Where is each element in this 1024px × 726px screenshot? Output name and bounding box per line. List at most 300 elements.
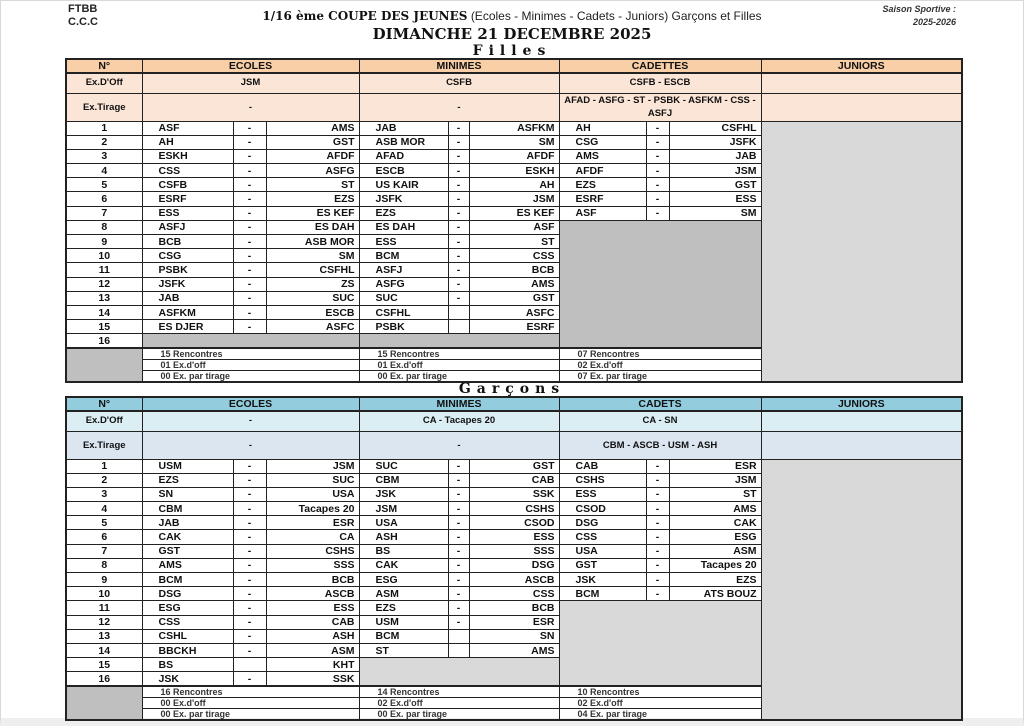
minimes-away-team: CSHS: [469, 502, 559, 516]
minimes-away-team: ASFC: [469, 305, 559, 319]
minimes-away-team: DSG: [469, 558, 559, 572]
minimes-home-team: US KAIR: [359, 178, 448, 192]
cadets-versus: -: [646, 459, 669, 473]
juniors-empty-block: [761, 121, 962, 382]
ecoles-summary: 01 Ex.d'off: [142, 360, 359, 371]
match-number: 15: [66, 658, 142, 672]
match-number: 16: [66, 672, 142, 686]
org-name: FTBB: [68, 3, 98, 15]
cadets-home-team: CSG: [559, 135, 646, 149]
ecoles-home-team: DSG: [142, 587, 233, 601]
minimes-home-team: JAB: [359, 121, 448, 135]
ecoles-versus: -: [233, 502, 266, 516]
event-date: DIMANCHE 21 DECEMBRE 2025: [372, 25, 652, 43]
match-number: 4: [66, 502, 142, 516]
ex-tirage-cadets: AFAD - ASFG - ST - PSBK - ASFKM - CSS - ASFJ: [559, 93, 761, 121]
ex-off-ecoles: -: [142, 411, 359, 431]
match-number: 2: [66, 473, 142, 487]
column-header-ecoles: ECOLES: [142, 397, 359, 411]
match-number: 9: [66, 235, 142, 249]
ecoles-home-team: BBCKH: [142, 643, 233, 657]
minimes-away-team: CAB: [469, 473, 559, 487]
ecoles-versus: -: [233, 277, 266, 291]
column-header-num: N°: [66, 59, 142, 73]
cadets-away-team: AMS: [669, 502, 761, 516]
juniors-empty-block: [761, 459, 962, 720]
minimes-versus: -: [448, 530, 469, 544]
ex-tirage-label: Ex.Tirage: [66, 431, 142, 459]
cadets-away-team: ESS: [669, 192, 761, 206]
minimes-versus: -: [448, 149, 469, 163]
season-info: [882, 3, 956, 29]
cadets-versus: -: [646, 587, 669, 601]
summary-empty-block: [66, 686, 142, 720]
minimes-versus: -: [448, 587, 469, 601]
cadets-away-team: ATS BOUZ: [669, 587, 761, 601]
minimes-away-team: CSOD: [469, 516, 559, 530]
minimes-home-team: ESG: [359, 573, 448, 587]
minimes-away-team: AFDF: [469, 149, 559, 163]
match-number: 13: [66, 629, 142, 643]
minimes-summary: 02 Ex.d'off: [359, 698, 559, 709]
cadets-away-team: JSM: [669, 164, 761, 178]
minimes-away-team: ASFKM: [469, 121, 559, 135]
ex-off-juniors: [761, 73, 962, 93]
ecoles-versus: -: [233, 516, 266, 530]
ecoles-away-team: CAB: [266, 615, 359, 629]
cadets-versus: -: [646, 149, 669, 163]
cadets-home-team: DSG: [559, 516, 646, 530]
match-number: 12: [66, 615, 142, 629]
minimes-summary: 00 Ex. par tirage: [359, 709, 559, 721]
minimes-home-team: CSFHL: [359, 305, 448, 319]
org-committee: C.C.C: [68, 16, 98, 28]
ecoles-home-team: PSBK: [142, 263, 233, 277]
match-number: 3: [66, 149, 142, 163]
ecoles-away-team: SUC: [266, 473, 359, 487]
minimes-versus: -: [448, 601, 469, 615]
column-header-cadets: CADETS: [559, 397, 761, 411]
minimes-away-team: ASF: [469, 220, 559, 234]
ex-tirage-juniors: [761, 431, 962, 459]
ecoles-versus: -: [233, 135, 266, 149]
match-number: 10: [66, 249, 142, 263]
ecoles-away-team: ASFC: [266, 320, 359, 334]
cadets-away-team: SM: [669, 206, 761, 220]
ecoles-away-team: ESS: [266, 601, 359, 615]
ecoles-versus: -: [233, 473, 266, 487]
minimes-versus: -: [448, 135, 469, 149]
ecoles-away-team: GST: [266, 135, 359, 149]
minimes-summary: 15 Rencontres: [359, 348, 559, 360]
minimes-versus: -: [448, 178, 469, 192]
column-header-juniors: JUNIORS: [761, 59, 962, 73]
column-header-cadets: CADETTES: [559, 59, 761, 73]
ex-off-juniors: [761, 411, 962, 431]
ecoles-away-team: SSS: [266, 558, 359, 572]
minimes-versus: -: [448, 558, 469, 572]
ecoles-home-team: CAK: [142, 530, 233, 544]
minimes-versus: -: [448, 544, 469, 558]
minimes-home-team: ST: [359, 643, 448, 657]
column-header-ecoles: ECOLES: [142, 59, 359, 73]
minimes-versus: -: [448, 291, 469, 305]
minimes-away-team: ASCB: [469, 573, 559, 587]
ecoles-home-team: CSG: [142, 249, 233, 263]
cadets-home-team: JSK: [559, 573, 646, 587]
match-number: 14: [66, 643, 142, 657]
ecoles-home-team: ES DJER: [142, 320, 233, 334]
match-number: 4: [66, 164, 142, 178]
ecoles-versus: -: [233, 192, 266, 206]
minimes-versus: -: [448, 502, 469, 516]
minimes-away-team: CSS: [469, 249, 559, 263]
ecoles-away-team: ASH: [266, 629, 359, 643]
header-row: [66, 397, 962, 411]
ecoles-versus: -: [233, 601, 266, 615]
minimes-summary: 14 Rencontres: [359, 686, 559, 698]
cadets-versus: -: [646, 178, 669, 192]
ex-off-row: [66, 73, 962, 93]
ex-tirage-ecoles: -: [142, 431, 359, 459]
minimes-away-team: ESR: [469, 615, 559, 629]
match-number: 7: [66, 544, 142, 558]
ecoles-away-team: SSK: [266, 672, 359, 686]
ecoles-versus: [233, 658, 266, 672]
minimes-versus: [448, 643, 469, 657]
cadets-home-team: AFDF: [559, 164, 646, 178]
cadets-away-team: Tacapes 20: [669, 558, 761, 572]
minimes-home-team: SUC: [359, 291, 448, 305]
minimes-empty-block: [359, 334, 559, 348]
ecoles-away-team: ST: [266, 178, 359, 192]
column-header-minimes: MINIMES: [359, 397, 559, 411]
match-number: 7: [66, 206, 142, 220]
minimes-away-team: AMS: [469, 277, 559, 291]
cadets-versus: -: [646, 573, 669, 587]
cadets-home-team: CAB: [559, 459, 646, 473]
minimes-away-team: BCB: [469, 601, 559, 615]
season-value: 2025-2026: [912, 17, 956, 27]
ecoles-away-team: KHT: [266, 658, 359, 672]
ecoles-away-team: ZS: [266, 277, 359, 291]
ecoles-versus: -: [233, 178, 266, 192]
cadets-summary: 07 Rencontres: [559, 348, 761, 360]
cadets-home-team: GST: [559, 558, 646, 572]
ecoles-versus: -: [233, 544, 266, 558]
minimes-away-team: GST: [469, 291, 559, 305]
cadets-summary: 10 Rencontres: [559, 686, 761, 698]
minimes-home-team: CBM: [359, 473, 448, 487]
minimes-versus: -: [448, 277, 469, 291]
minimes-home-team: JSFK: [359, 192, 448, 206]
minimes-versus: -: [448, 192, 469, 206]
match-row: [66, 121, 962, 135]
minimes-versus: -: [448, 249, 469, 263]
minimes-versus: [448, 320, 469, 334]
cadets-away-team: JAB: [669, 149, 761, 163]
cadets-away-team: CAK: [669, 516, 761, 530]
cadets-summary: 07 Ex. par tirage: [559, 371, 761, 383]
minimes-home-team: ASFJ: [359, 263, 448, 277]
minimes-versus: -: [448, 615, 469, 629]
match-number: 3: [66, 487, 142, 501]
ecoles-home-team: JAB: [142, 516, 233, 530]
ecoles-home-team: GST: [142, 544, 233, 558]
ecoles-away-team: ESR: [266, 516, 359, 530]
minimes-home-team: EZS: [359, 206, 448, 220]
cadets-away-team: GST: [669, 178, 761, 192]
minimes-home-team: BS: [359, 544, 448, 558]
cadets-versus: -: [646, 487, 669, 501]
minimes-versus: -: [448, 487, 469, 501]
match-number: 13: [66, 291, 142, 305]
match-number: 2: [66, 135, 142, 149]
cadets-versus: -: [646, 516, 669, 530]
ecoles-versus: -: [233, 530, 266, 544]
minimes-home-team: EZS: [359, 601, 448, 615]
minimes-home-team: JSM: [359, 502, 448, 516]
ecoles-home-team: CSHL: [142, 629, 233, 643]
column-header-juniors: JUNIORS: [761, 397, 962, 411]
ecoles-away-team: SM: [266, 249, 359, 263]
minimes-versus: -: [448, 164, 469, 178]
minimes-versus: -: [448, 263, 469, 277]
cadets-away-team: JSM: [669, 473, 761, 487]
cadets-versus: -: [646, 544, 669, 558]
title-subtitle: (Ecoles - Minimes - Cadets - Juniors) Garçons et Filles: [470, 9, 762, 23]
ecoles-versus: -: [233, 629, 266, 643]
ecoles-home-team: CSS: [142, 164, 233, 178]
minimes-home-team: ASFG: [359, 277, 448, 291]
ex-off-row: [66, 411, 962, 431]
minimes-versus: -: [448, 573, 469, 587]
ecoles-home-team: JSK: [142, 672, 233, 686]
ex-off-cadets: CSFB - ESCB: [559, 73, 761, 93]
minimes-versus: -: [448, 235, 469, 249]
minimes-empty-block: [359, 658, 559, 686]
ecoles-home-team: EZS: [142, 473, 233, 487]
minimes-away-team: ESRF: [469, 320, 559, 334]
summary-empty-block: [66, 348, 142, 382]
ecoles-home-team: ESS: [142, 206, 233, 220]
minimes-versus: [448, 629, 469, 643]
ecoles-summary: 00 Ex. par tirage: [142, 709, 359, 721]
title-bold: 1/16 ème COUPE DES JEUNES: [262, 9, 468, 23]
ex-tirage-minimes: -: [359, 93, 559, 121]
minimes-versus: -: [448, 206, 469, 220]
ecoles-away-team: ASM: [266, 643, 359, 657]
ecoles-versus: -: [233, 459, 266, 473]
ecoles-home-team: AMS: [142, 558, 233, 572]
minimes-home-team: SUC: [359, 459, 448, 473]
minimes-home-team: USM: [359, 615, 448, 629]
ecoles-away-team: ESCB: [266, 305, 359, 319]
ecoles-summary: 00 Ex.d'off: [142, 698, 359, 709]
ecoles-versus: -: [233, 121, 266, 135]
document-title: [0, 8, 1024, 24]
ecoles-away-team: ASCB: [266, 587, 359, 601]
ecoles-versus: -: [233, 263, 266, 277]
match-number: 8: [66, 220, 142, 234]
ecoles-versus: -: [233, 305, 266, 319]
minimes-versus: -: [448, 459, 469, 473]
ex-tirage-row: [66, 431, 962, 459]
minimes-away-team: SM: [469, 135, 559, 149]
cadets-home-team: USA: [559, 544, 646, 558]
match-number: 14: [66, 305, 142, 319]
ecoles-home-team: CSS: [142, 615, 233, 629]
match-number: 1: [66, 459, 142, 473]
column-header-minimes: MINIMES: [359, 59, 559, 73]
minimes-away-team: ES KEF: [469, 206, 559, 220]
ex-off-label: Ex.D'Off: [66, 73, 142, 93]
ecoles-home-team: ESRF: [142, 192, 233, 206]
ecoles-versus: -: [233, 164, 266, 178]
minimes-home-team: ESCB: [359, 164, 448, 178]
ex-off-label: Ex.D'Off: [66, 411, 142, 431]
ecoles-versus: -: [233, 291, 266, 305]
garcons-table: [65, 396, 963, 721]
cadets-away-team: ESR: [669, 459, 761, 473]
ex-off-minimes: CSFB: [359, 73, 559, 93]
column-header-num: N°: [66, 397, 142, 411]
match-number: 12: [66, 277, 142, 291]
cadets-versus: -: [646, 206, 669, 220]
ecoles-home-team: JAB: [142, 291, 233, 305]
cadets-home-team: AMS: [559, 149, 646, 163]
minimes-away-team: AH: [469, 178, 559, 192]
cadets-versus: -: [646, 121, 669, 135]
cadets-home-team: ASF: [559, 206, 646, 220]
cadets-away-team: JSFK: [669, 135, 761, 149]
ecoles-home-team: USM: [142, 459, 233, 473]
cadets-away-team: ESG: [669, 530, 761, 544]
match-number: 1: [66, 121, 142, 135]
cadets-versus: -: [646, 502, 669, 516]
ecoles-away-team: ES KEF: [266, 206, 359, 220]
ex-tirage-row: [66, 93, 962, 121]
minimes-away-team: ESKH: [469, 164, 559, 178]
ecoles-away-team: SUC: [266, 291, 359, 305]
ecoles-away-team: CSFHL: [266, 263, 359, 277]
cadets-versus: -: [646, 192, 669, 206]
cadets-away-team: CSFHL: [669, 121, 761, 135]
season-label: Saison Sportive :: [882, 4, 956, 14]
cadets-home-team: CSOD: [559, 502, 646, 516]
match-number: 9: [66, 573, 142, 587]
ecoles-home-team: SN: [142, 487, 233, 501]
minimes-versus: -: [448, 516, 469, 530]
match-number: 11: [66, 601, 142, 615]
cadets-summary: 02 Ex.d'off: [559, 698, 761, 709]
ecoles-away-team: CSHS: [266, 544, 359, 558]
ecoles-away-team: EZS: [266, 192, 359, 206]
minimes-versus: -: [448, 121, 469, 135]
ecoles-empty-block: [142, 334, 359, 348]
minimes-away-team: JSM: [469, 192, 559, 206]
section-title-garcons: Garçons: [458, 381, 566, 397]
minimes-home-team: CAK: [359, 558, 448, 572]
minimes-away-team: SSK: [469, 487, 559, 501]
minimes-away-team: ESS: [469, 530, 559, 544]
ecoles-away-team: USA: [266, 487, 359, 501]
ex-tirage-minimes: -: [359, 431, 559, 459]
ecoles-summary: 15 Rencontres: [142, 348, 359, 360]
ecoles-home-team: ESKH: [142, 149, 233, 163]
minimes-versus: -: [448, 220, 469, 234]
minimes-home-team: ES DAH: [359, 220, 448, 234]
minimes-away-team: GST: [469, 459, 559, 473]
cadets-home-team: AH: [559, 121, 646, 135]
ecoles-versus: -: [233, 558, 266, 572]
cadets-summary: 04 Ex. par tirage: [559, 709, 761, 721]
ecoles-away-team: AMS: [266, 121, 359, 135]
match-number: 10: [66, 587, 142, 601]
ex-tirage-juniors: [761, 93, 962, 121]
minimes-versus: -: [448, 473, 469, 487]
ecoles-away-team: ES DAH: [266, 220, 359, 234]
cadets-home-team: BCM: [559, 587, 646, 601]
minimes-home-team: ASH: [359, 530, 448, 544]
ecoles-summary: 00 Ex. par tirage: [142, 371, 359, 383]
ecoles-versus: -: [233, 587, 266, 601]
match-number: 16: [66, 334, 142, 348]
section-title-filles: Filles: [472, 43, 552, 59]
ecoles-away-team: ASFG: [266, 164, 359, 178]
ecoles-home-team: ASFKM: [142, 305, 233, 319]
ecoles-home-team: BCM: [142, 573, 233, 587]
ex-tirage-cadets: CBM - ASCB - USM - ASH: [559, 431, 761, 459]
match-number: 5: [66, 516, 142, 530]
minimes-home-team: ESS: [359, 235, 448, 249]
cadets-versus: -: [646, 164, 669, 178]
minimes-home-team: USA: [359, 516, 448, 530]
minimes-home-team: AFAD: [359, 149, 448, 163]
minimes-away-team: SN: [469, 629, 559, 643]
minimes-away-team: CSS: [469, 587, 559, 601]
cadets-summary: 02 Ex.d'off: [559, 360, 761, 371]
cadets-versus: -: [646, 473, 669, 487]
minimes-home-team: PSBK: [359, 320, 448, 334]
ecoles-away-team: JSM: [266, 459, 359, 473]
match-number: 6: [66, 530, 142, 544]
ecoles-versus: -: [233, 320, 266, 334]
header-row: [66, 59, 962, 73]
minimes-home-team: BCM: [359, 249, 448, 263]
cadets-home-team: ESS: [559, 487, 646, 501]
minimes-away-team: AMS: [469, 643, 559, 657]
ecoles-away-team: CA: [266, 530, 359, 544]
match-row: [66, 459, 962, 473]
match-number: 11: [66, 263, 142, 277]
minimes-away-team: SSS: [469, 544, 559, 558]
ecoles-versus: -: [233, 149, 266, 163]
ecoles-home-team: ESG: [142, 601, 233, 615]
ex-off-cadets: CA - SN: [559, 411, 761, 431]
ecoles-home-team: BCB: [142, 235, 233, 249]
ecoles-versus: -: [233, 672, 266, 686]
minimes-home-team: ASM: [359, 587, 448, 601]
ecoles-home-team: AH: [142, 135, 233, 149]
ecoles-away-team: BCB: [266, 573, 359, 587]
ecoles-home-team: JSFK: [142, 277, 233, 291]
ecoles-versus: -: [233, 487, 266, 501]
match-number: 5: [66, 178, 142, 192]
ecoles-away-team: AFDF: [266, 149, 359, 163]
ex-off-ecoles: JSM: [142, 73, 359, 93]
match-number: 15: [66, 320, 142, 334]
